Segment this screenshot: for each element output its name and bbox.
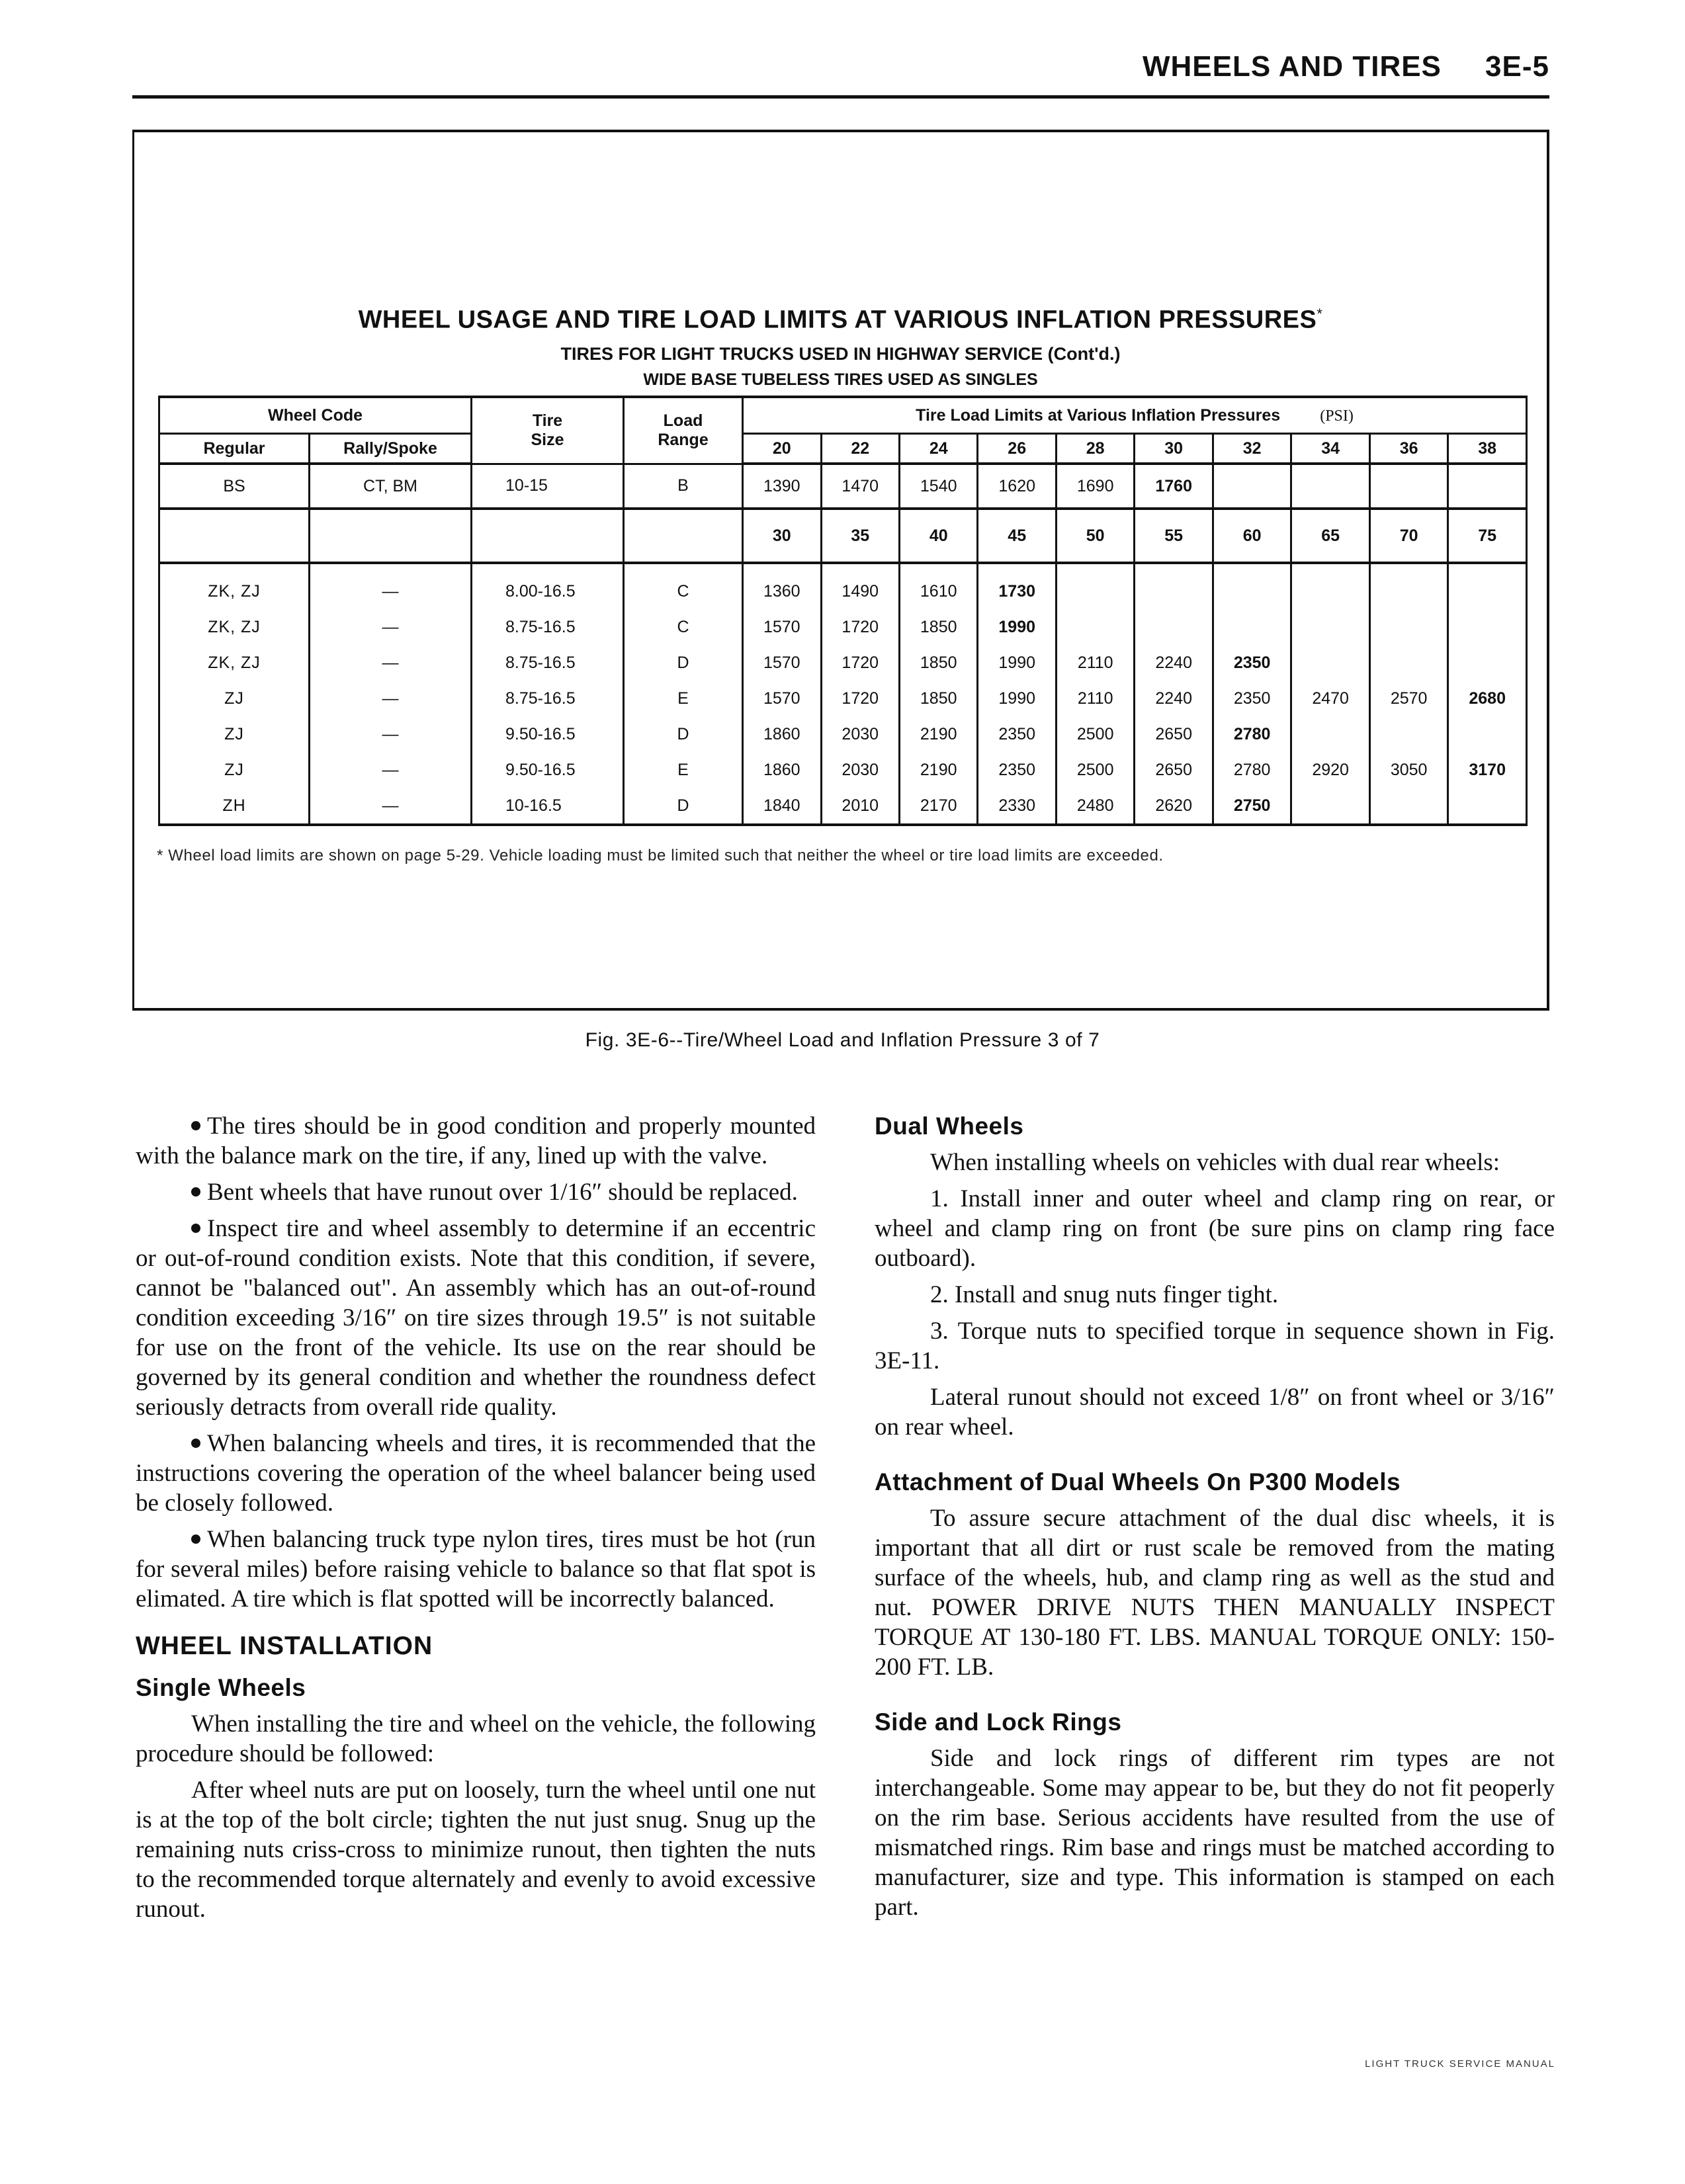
cell-load: 2350 — [978, 716, 1056, 752]
paragraph: After wheel nuts are put on loosely, turn the wheel until one nut is at the top of the bolt circle; tighten the nut just snug. Snug up the remaining nuts criss-cross to minimize runout, then tighten the nuts to the recommended torque alternately and evenly to avoid excessive runout. — [136, 1777, 816, 1923]
cell-regular: ZK, ZJ — [159, 609, 310, 645]
cell-tire-size: 9.50-16.5 — [472, 716, 624, 752]
bullet-icon — [191, 1534, 200, 1544]
cell-load-range: C — [624, 609, 743, 645]
cell-tire-size: 8.00-16.5 — [472, 563, 624, 609]
right-column — [875, 1111, 1555, 1929]
cell-load: 1720 — [821, 645, 899, 681]
section-heading-wheel-installation: WHEEL INSTALLATION — [136, 1632, 433, 1660]
cell-rally-spoke: — — [310, 645, 472, 681]
cell-load: 2680 — [1448, 681, 1527, 716]
cell-load: 2500 — [1056, 752, 1134, 788]
cell-load: 2240 — [1135, 645, 1213, 681]
cell-load: 2780 — [1213, 716, 1291, 752]
cell-load: 1570 — [743, 645, 821, 681]
cell-load: 1570 — [743, 609, 821, 645]
header-regular: Regular — [159, 434, 310, 464]
table-body — [159, 563, 1527, 825]
cell-load: 1490 — [821, 563, 899, 609]
bullet-icon — [191, 1187, 200, 1197]
cell-load — [1135, 609, 1213, 645]
cell-load — [1369, 788, 1447, 825]
table-psi-row-2 — [159, 509, 1527, 563]
bullet-icon — [191, 1121, 200, 1130]
cell-load-range: C — [624, 563, 743, 609]
psi-header: 55 — [1135, 509, 1213, 563]
cell-load: 2500 — [1056, 716, 1134, 752]
psi-header: 45 — [978, 509, 1056, 563]
psi-header: 38 — [1448, 434, 1527, 464]
cell-load — [1448, 716, 1527, 752]
cell-load: 1860 — [743, 716, 821, 752]
cell-load — [1448, 645, 1527, 681]
cell-load: 2350 — [978, 752, 1056, 788]
asterisk-mark: * — [1317, 306, 1323, 322]
cell-load-range: B — [624, 464, 743, 509]
figure-frame — [132, 130, 1549, 1011]
figure-subtitle-2: WIDE BASE TUBELESS TIRES USED AS SINGLES — [643, 370, 1038, 389]
table-row — [159, 788, 1527, 825]
cell-load — [1369, 609, 1447, 645]
cell-load: 2350 — [1213, 645, 1291, 681]
cell-load: 2110 — [1056, 645, 1134, 681]
page-number: 3E-5 — [1485, 50, 1549, 83]
cell-load: 1620 — [978, 464, 1056, 509]
cell-load: 2110 — [1056, 681, 1134, 716]
cell-rally-spoke: — — [310, 788, 472, 825]
header-wheel-code: Wheel Code — [159, 397, 472, 434]
cell-load: 2350 — [1213, 681, 1291, 716]
psi-header: 50 — [1056, 509, 1134, 563]
psi-header: 60 — [1213, 509, 1291, 563]
cell-load: 2920 — [1291, 752, 1369, 788]
bullet-paragraph: When balancing wheels and tires, it is recommended that the instructions covering the operation of the wheel balancer being used be closely followed. — [136, 1430, 816, 1517]
figure-title-text: WHEEL USAGE AND TIRE LOAD LIMITS AT VARIOUS INFLATION PRESSURES — [358, 306, 1317, 334]
cell-load — [1448, 464, 1527, 509]
cell-load — [1056, 609, 1134, 645]
cell-tire-size: 9.50-16.5 — [472, 752, 624, 788]
subheading-side-lock-rings: Side and Lock Rings — [875, 1708, 1122, 1736]
load-limits-table — [158, 396, 1528, 826]
cell-rally-spoke: — — [310, 752, 472, 788]
bullet-paragraph: The tires should be in good condition and properly mounted with the balance mark on the tire, if any, lined up with the valve. — [136, 1113, 816, 1169]
cell-load — [1213, 609, 1291, 645]
cell-regular: ZK, ZJ — [159, 645, 310, 681]
cell-regular: ZJ — [159, 681, 310, 716]
bullet-paragraph: When balancing truck type nylon tires, tires must be hot (run for several miles) before raising vehicle to balance so that flat spot is elimated. A tire which is flat spotted will be incorrectly balanced. — [136, 1526, 816, 1613]
psi-header: 30 — [743, 509, 821, 563]
cell-load: 2240 — [1135, 681, 1213, 716]
cell-load: 2030 — [821, 752, 899, 788]
cell-load-range: D — [624, 788, 743, 825]
cell-load — [1369, 716, 1447, 752]
cell-load: 2650 — [1135, 716, 1213, 752]
cell-load: 1990 — [978, 609, 1056, 645]
cell-load — [1291, 609, 1369, 645]
cell-load: 2010 — [821, 788, 899, 825]
page-header — [132, 48, 1549, 99]
paragraph: When installing the tire and wheel on the vehicle, the following procedure should be followed: — [136, 1710, 816, 1767]
cell-load: 2030 — [821, 716, 899, 752]
psi-header: 32 — [1213, 434, 1291, 464]
cell-load — [1369, 563, 1447, 609]
page-header-title — [1143, 50, 1549, 83]
cell-load-range: D — [624, 645, 743, 681]
psi-header: 75 — [1448, 509, 1527, 563]
cell-rally-spoke: — — [310, 681, 472, 716]
table-row — [159, 645, 1527, 681]
cell-load: 1760 — [1135, 464, 1213, 509]
cell-load — [1056, 563, 1134, 609]
cell-load: 1850 — [899, 645, 977, 681]
psi-header: 28 — [1056, 434, 1134, 464]
cell-load: 3170 — [1448, 752, 1527, 788]
psi-header: 40 — [899, 509, 977, 563]
cell-load — [1448, 609, 1527, 645]
paragraph: When installing wheels on vehicles with dual rear wheels: — [930, 1149, 1500, 1176]
cell-tire-size: 8.75-16.5 — [472, 609, 624, 645]
psi-unit: (PSI) — [1320, 407, 1354, 425]
cell-load: 1990 — [978, 681, 1056, 716]
cell-load-range: D — [624, 716, 743, 752]
cell-regular: ZK, ZJ — [159, 563, 310, 609]
cell-load — [1135, 563, 1213, 609]
cell-load-range: E — [624, 681, 743, 716]
figure-title — [134, 306, 1547, 335]
psi-header: 24 — [899, 434, 977, 464]
bullet-icon — [191, 1224, 200, 1233]
subheading-single-wheels: Single Wheels — [136, 1674, 306, 1701]
cell-load: 3050 — [1369, 752, 1447, 788]
figure-caption: Fig. 3E-6--Tire/Wheel Load and Inflation Pressure 3 of 7 — [585, 1029, 1100, 1051]
cell-regular: ZJ — [159, 752, 310, 788]
cell-regular: ZJ — [159, 716, 310, 752]
cell-load — [1213, 464, 1291, 509]
cell-load: 1850 — [899, 609, 977, 645]
cell-load — [1369, 464, 1447, 509]
psi-header: 30 — [1135, 434, 1213, 464]
psi-header: 36 — [1369, 434, 1447, 464]
cell-load — [1291, 716, 1369, 752]
figure-footnote: * Wheel load limits are shown on page 5-29. Vehicle loading must be limited such that neither the wheel or tire load limits are exceeded. — [157, 847, 1164, 864]
cell-load — [1213, 563, 1291, 609]
cell-load: 1720 — [821, 681, 899, 716]
paragraph: Side and lock rings of different rim types are not interchangeable. Some may appear to be, but they do not fit peoperly on the rim base. Serious accidents have resulted from the use of mismatched rings. Rim base and rings must be matched according to manufacturer, size and type. This information is stamped on each part. — [875, 1745, 1555, 1921]
psi-header: 22 — [821, 434, 899, 464]
cell-load: 1570 — [743, 681, 821, 716]
cell-load: 1850 — [899, 681, 977, 716]
step-2: 2. Install and snug nuts finger tight. — [930, 1281, 1279, 1308]
cell-load: 1540 — [899, 464, 977, 509]
cell-load — [1448, 788, 1527, 825]
cell-load: 1690 — [1056, 464, 1134, 509]
table-row — [159, 464, 1527, 509]
cell-load: 2570 — [1369, 681, 1447, 716]
cell-regular: ZH — [159, 788, 310, 825]
table-header-row-1 — [159, 397, 1527, 434]
table-row — [159, 752, 1527, 788]
table-row — [159, 681, 1527, 716]
cell-load-range: E — [624, 752, 743, 788]
cell-rally-spoke: — — [310, 609, 472, 645]
header-load-range: Load Range — [624, 397, 743, 464]
cell-load: 2190 — [899, 716, 977, 752]
psi-header: 20 — [743, 434, 821, 464]
cell-rally-spoke: — — [310, 716, 472, 752]
cell-load: 2650 — [1135, 752, 1213, 788]
cell-load: 2170 — [899, 788, 977, 825]
cell-load: 2470 — [1291, 681, 1369, 716]
cell-tire-size: 8.75-16.5 — [472, 645, 624, 681]
cell-load: 2780 — [1213, 752, 1291, 788]
cell-load: 2480 — [1056, 788, 1134, 825]
page-footer: LIGHT TRUCK SERVICE MANUAL — [1365, 2058, 1555, 2070]
paragraph: Lateral runout should not exceed 1/8″ on front wheel or 3/16″ on rear wheel. — [875, 1384, 1555, 1441]
cell-load — [1369, 645, 1447, 681]
cell-load: 1470 — [821, 464, 899, 509]
header-rally-spoke: Rally/Spoke — [310, 434, 472, 464]
table-row — [159, 609, 1527, 645]
table-header-row-2 — [159, 434, 1527, 464]
table-row — [159, 716, 1527, 752]
header-tire-size: Tire Size — [472, 397, 624, 464]
cell-load: 2330 — [978, 788, 1056, 825]
psi-header: 26 — [978, 434, 1056, 464]
bullet-paragraph: Inspect tire and wheel assembly to determine if an eccentric or out-of-round condition exists. Note that this condition, if severe, cannot be "balanced out". An assembly which has an out-of-round condition exceeding 3/16″ on tire sizes through 19.5″ is not suitable for use on the front of the vehicle. Its use on the rear should be governed by its general condition and whether the roundness defect seriously detracts from overall ride quality. — [136, 1215, 816, 1421]
cell-tire-size: 10-15 — [472, 464, 624, 509]
step-3: 3. Torque nuts to specified torque in sequence shown in Fig. 3E-11. — [875, 1318, 1555, 1374]
cell-load: 1390 — [743, 464, 821, 509]
cell-load — [1291, 645, 1369, 681]
cell-load — [1291, 464, 1369, 509]
cell-load: 1360 — [743, 563, 821, 609]
cell-tire-size: 10-16.5 — [472, 788, 624, 825]
bullet-paragraph: Bent wheels that have runout over 1/16″ should be replaced. — [136, 1177, 816, 1207]
cell-load: 1730 — [978, 563, 1056, 609]
cell-load — [1291, 563, 1369, 609]
psi-header: 34 — [1291, 434, 1369, 464]
bullet-icon — [191, 1439, 200, 1448]
psi-header: 65 — [1291, 509, 1369, 563]
cell-rally-spoke: — — [310, 563, 472, 609]
subheading-dual-wheels: Dual Wheels — [875, 1113, 1024, 1140]
section-title: WHEELS AND TIRES — [1142, 50, 1442, 83]
header-pressures: Tire Load Limits at Various Inflation Pressures (PSI) — [743, 397, 1527, 434]
step-1: 1. Install inner and outer wheel and clamp ring on rear, or wheel and clamp ring on front (be sure pins on clamp ring face outboard). — [875, 1185, 1555, 1272]
cell-tire-size: 8.75-16.5 — [472, 681, 624, 716]
cell-load: 1610 — [899, 563, 977, 609]
cell-load: 2190 — [899, 752, 977, 788]
table-row — [159, 563, 1527, 609]
cell-regular: BS — [159, 464, 310, 509]
subheading-p300: Attachment of Dual Wheels On P300 Models — [875, 1468, 1401, 1495]
cell-load: 2750 — [1213, 788, 1291, 825]
figure-subtitle: TIRES FOR LIGHT TRUCKS USED IN HIGHWAY SERVICE (Cont'd.) — [560, 344, 1121, 364]
cell-load — [1448, 563, 1527, 609]
cell-load: 1840 — [743, 788, 821, 825]
left-column — [136, 1111, 816, 1931]
psi-header: 35 — [821, 509, 899, 563]
cell-load — [1291, 788, 1369, 825]
cell-load: 1720 — [821, 609, 899, 645]
cell-load: 1990 — [978, 645, 1056, 681]
psi-header: 70 — [1369, 509, 1447, 563]
cell-rally-spoke: CT, BM — [310, 464, 472, 509]
cell-load: 1860 — [743, 752, 821, 788]
cell-load: 2620 — [1135, 788, 1213, 825]
paragraph: To assure secure attachment of the dual disc wheels, it is important that all dirt or rust scale be removed from the mating surface of the wheels, hub, and clamp ring as well as the stud and nut. POWER DRIVE NUTS THEN MANUALLY INSPECT TORQUE AT 130-180 FT. LBS. MANUAL TORQUE ONLY: 150-200 FT. LB. — [875, 1505, 1555, 1681]
